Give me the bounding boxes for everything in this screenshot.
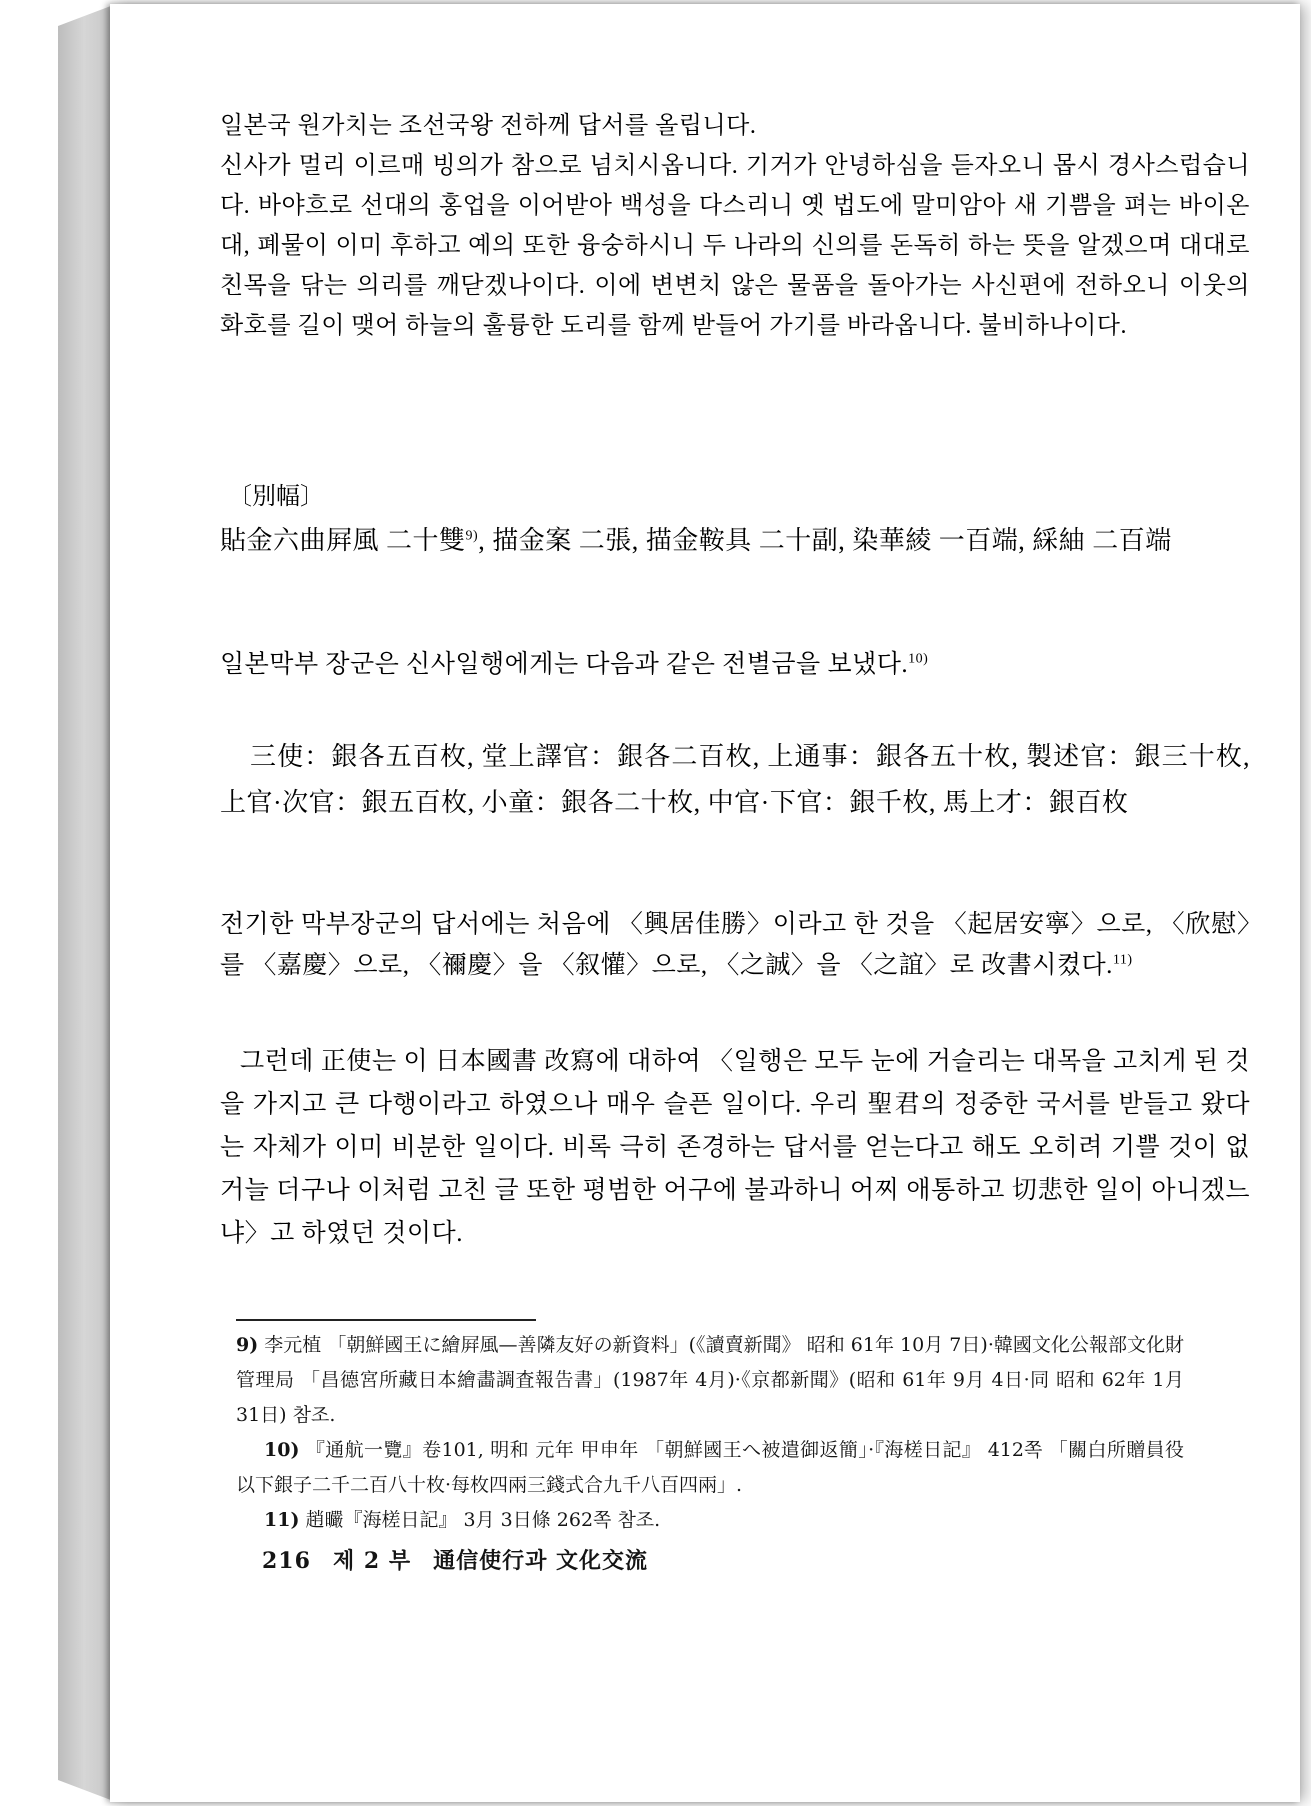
footnote-11 <box>236 1503 1184 1538</box>
footnote-text: 『通航一覽』卷101, 明和 元年 甲申年 「朝鮮國王へ被遣御返簡」·『海槎日記』 412쪽 「關白所贈員役以下銀子二千二百八十枚·每枚四兩三錢式合九千八百四兩」. <box>236 1439 1184 1496</box>
footnote-divider <box>236 1319 536 1321</box>
farewell-gift-text: 일본막부 장군은 신사일행에게는 다음과 같은 전별금을 보냈다. <box>220 651 909 678</box>
footnote-ref-11: 11) <box>1112 952 1133 968</box>
footnote-10 <box>236 1433 1184 1503</box>
appendix-heading: 〔別幅〕 <box>228 484 324 510</box>
footnote-ref-10: 10) <box>908 651 929 667</box>
book-spine-edge <box>58 4 116 1802</box>
gift-list-start: 貼金六曲屛風 二十雙 <box>220 526 466 555</box>
gift-list <box>220 520 1250 562</box>
section-title: 通信使行과 文化交流 <box>433 1548 648 1574</box>
footnote-number: 9) <box>236 1334 259 1356</box>
silver-allocation-list: 三使：銀各五百枚, 堂上譯官：銀各二百枚, 上通事：銀各五十枚, 製述官：銀三十枚, 上官·次官：銀五百枚, 小童：銀各二十枚, 中官·下官：銀千枚, 馬上才：銀百枚 <box>220 742 1250 817</box>
footnote-text: 趙曮『海槎日記』 3月 3日條 262쪽 참조. <box>305 1509 661 1531</box>
part-label: 제 2 부 <box>332 1548 412 1574</box>
revision-text: 전기한 막부장군의 답서에는 처음에 〈興居佳勝〉이라고 한 것을 〈起居安寧〉으로, 〈欣慰〉를 〈嘉慶〉으로, 〈禰慶〉을 〈叙懽〉으로, 〈之誠〉을 〈之誼〉로 改書시켰다. <box>220 911 1250 979</box>
footnotes <box>236 1328 1184 1538</box>
footnote-number: 11) <box>264 1509 300 1531</box>
envoy-comment-paragraph: 그런데 正使는 이 日本國書 改寫에 대하여 〈일행은 모두 눈에 거슬리는 대목을 고치게 된 것을 가지고 큰 다행이라고 하였으나 매우 슬픈 일이다. 우리 聖君의 정중한 국서를 받들고 왔다는 자체가 이미 비분한 일이다. 비록 극히 존경하는 답서를 얻는다고 해도 오히려 기쁠 것이 없거늘 더구나 이처럼 고친 글 또한 평범한 어구에 불과하니 어찌 애통하고 切悲한 일이 아니겠느냐〉고 하였던 것이다. <box>220 1048 1250 1247</box>
footnote-ref-9: 9) <box>465 528 479 544</box>
letter-text: 일본국 원가치는 조선국왕 전하께 답서를 올립니다. 신사가 멀리 이르매 빙의가 참으로 넘치시옵니다. 기거가 안녕하심을 듣자오니 몹시 경사스럽습니다. 바야흐로 선대의 홍업을 이어받아 백성을 다스리니 옛 법도에 말미암아 새 기쁨을 펴는 바이온대, 폐물이 이미 후하고 예의 또한 융숭하시니 두 나라의 신의를 돈독히 하는 뜻을 알겠으며 대대로 친목을 닦는 의리를 깨닫겠나이다. 이에 변변치 않은 물품을 돌아가는 사신편에 전하오니 이웃의 화호를 길이 맺어 하늘의 훌륭한 도리를 함께 받들어 가기를 바라옵니다. 불비하나이다. <box>220 113 1250 339</box>
footnote-number: 10) <box>264 1439 300 1461</box>
footnote-text: 李元植 「朝鮮國王に繪屛風—善隣友好の新資料」(《讀賣新聞》 昭和 61年 10月 7日)·韓國文化公報部文化財管理局 「昌德宮所藏日本繪畵調査報告書」(1987年 4月)·《京都新聞》(昭和 61年 9月 4日·同 昭和 62年 1月 31日) 참조. <box>236 1334 1184 1426</box>
revision-paragraph <box>220 904 1250 986</box>
page-number: 216 <box>262 1548 311 1574</box>
footnote-9 <box>236 1328 1184 1433</box>
farewell-gift-paragraph <box>220 644 1250 686</box>
page-footer <box>262 1544 670 1575</box>
gift-list-rest: , 描金案 二張, 描金鞍具 二十副, 染華綾 一百端, 綵紬 二百端 <box>478 526 1172 555</box>
